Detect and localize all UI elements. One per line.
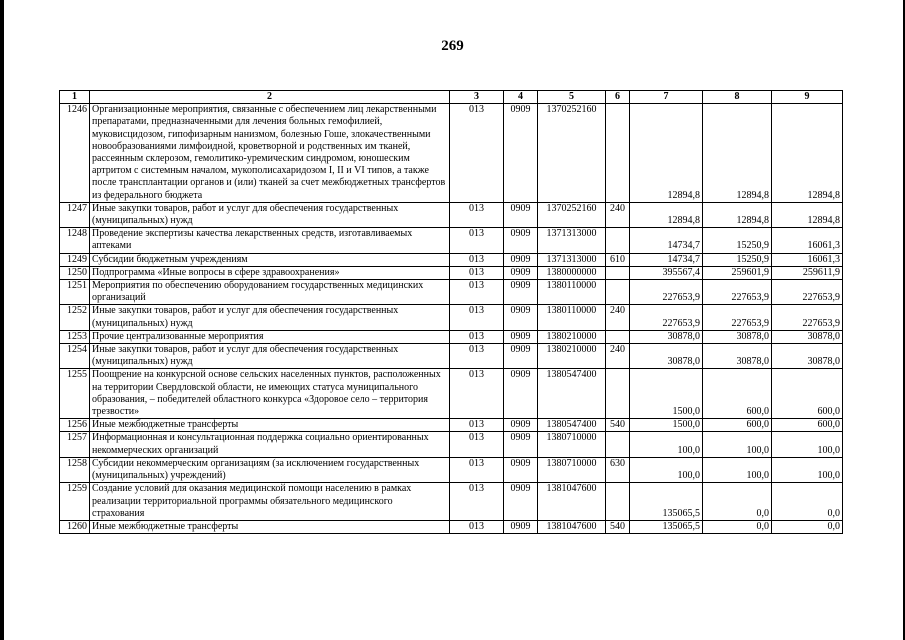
target-article-code: 1380710000 xyxy=(538,457,606,482)
table-row xyxy=(60,266,843,279)
amount-year-3: 16061,3 xyxy=(772,228,843,253)
table-row xyxy=(60,104,843,203)
amount-year-1: 100,0 xyxy=(630,432,703,457)
ministry-code: 013 xyxy=(450,253,504,266)
scan-border-left xyxy=(0,0,4,640)
ministry-code: 013 xyxy=(450,419,504,432)
target-article-code: 1380210000 xyxy=(538,330,606,343)
header-col-7: 7 xyxy=(630,91,703,104)
row-number: 1255 xyxy=(60,369,90,419)
amount-year-3: 0,0 xyxy=(772,520,843,533)
table-row xyxy=(60,520,843,533)
row-number: 1259 xyxy=(60,483,90,521)
table-row xyxy=(60,305,843,330)
ministry-code: 013 xyxy=(450,369,504,419)
amount-year-3: 259611,9 xyxy=(772,266,843,279)
amount-year-1: 227653,9 xyxy=(630,280,703,305)
amount-year-3: 100,0 xyxy=(772,457,843,482)
row-number: 1256 xyxy=(60,419,90,432)
row-number: 1248 xyxy=(60,228,90,253)
amount-year-2: 227653,9 xyxy=(703,280,772,305)
row-description: Поощрение на конкурсной основе сельских населенных пунктов, расположенных на территории Свердловской области, не имеющих статуса муниципального образования, – победителей областного конкурса «Здоровое село – территория трезвости» xyxy=(90,369,450,419)
header-col-5: 5 xyxy=(538,91,606,104)
row-description: Иные закупки товаров, работ и услуг для обеспечения государственных (муниципальных) нужд xyxy=(90,305,450,330)
section-code: 0909 xyxy=(504,483,538,521)
section-code: 0909 xyxy=(504,104,538,203)
header-col-2: 2 xyxy=(90,91,450,104)
section-code: 0909 xyxy=(504,280,538,305)
amount-year-2: 600,0 xyxy=(703,419,772,432)
section-code: 0909 xyxy=(504,266,538,279)
amount-year-2: 0,0 xyxy=(703,483,772,521)
ministry-code: 013 xyxy=(450,104,504,203)
target-article-code: 1380210000 xyxy=(538,344,606,369)
expense-type-code xyxy=(606,280,630,305)
target-article-code: 1381047600 xyxy=(538,483,606,521)
amount-year-2: 12894,8 xyxy=(703,104,772,203)
amount-year-1: 12894,8 xyxy=(630,202,703,227)
row-description: Субсидии некоммерческим организациям (за исключением государственных (муниципальных) учреждений) xyxy=(90,457,450,482)
amount-year-1: 135065,5 xyxy=(630,520,703,533)
row-description: Подпрограмма «Иные вопросы в сфере здравоохранения» xyxy=(90,266,450,279)
table-body xyxy=(60,104,843,534)
ministry-code: 013 xyxy=(450,483,504,521)
target-article-code: 1381047600 xyxy=(538,520,606,533)
row-number: 1258 xyxy=(60,457,90,482)
row-description: Иные закупки товаров, работ и услуг для обеспечения государственных (муниципальных) нужд xyxy=(90,344,450,369)
expense-type-code xyxy=(606,483,630,521)
section-code: 0909 xyxy=(504,253,538,266)
section-code: 0909 xyxy=(504,419,538,432)
ministry-code: 013 xyxy=(450,344,504,369)
ministry-code: 013 xyxy=(450,280,504,305)
header-col-3: 3 xyxy=(450,91,504,104)
amount-year-2: 100,0 xyxy=(703,457,772,482)
amount-year-2: 15250,9 xyxy=(703,253,772,266)
row-description: Создание условий для оказания медицинской помощи населению в рамках реализации территориальной программы обязательного медицинского страхования xyxy=(90,483,450,521)
section-code: 0909 xyxy=(504,369,538,419)
expense-type-code: 240 xyxy=(606,305,630,330)
row-description: Иные межбюджетные трансферты xyxy=(90,520,450,533)
amount-year-3: 100,0 xyxy=(772,432,843,457)
amount-year-1: 100,0 xyxy=(630,457,703,482)
expense-type-code: 540 xyxy=(606,520,630,533)
ministry-code: 013 xyxy=(450,228,504,253)
expense-type-code: 240 xyxy=(606,202,630,227)
expense-type-code xyxy=(606,104,630,203)
table-row xyxy=(60,330,843,343)
ministry-code: 013 xyxy=(450,520,504,533)
amount-year-1: 30878,0 xyxy=(630,330,703,343)
target-article-code: 1380000000 xyxy=(538,266,606,279)
expense-type-code: 540 xyxy=(606,419,630,432)
expense-type-code xyxy=(606,432,630,457)
target-article-code: 1380547400 xyxy=(538,369,606,419)
header-col-9: 9 xyxy=(772,91,843,104)
section-code: 0909 xyxy=(504,228,538,253)
section-code: 0909 xyxy=(504,344,538,369)
target-article-code: 1370252160 xyxy=(538,104,606,203)
target-article-code: 1380547400 xyxy=(538,419,606,432)
row-number: 1257 xyxy=(60,432,90,457)
amount-year-1: 14734,7 xyxy=(630,253,703,266)
amount-year-1: 1500,0 xyxy=(630,369,703,419)
amount-year-1: 135065,5 xyxy=(630,483,703,521)
amount-year-2: 259601,9 xyxy=(703,266,772,279)
row-number: 1250 xyxy=(60,266,90,279)
ministry-code: 013 xyxy=(450,266,504,279)
row-number: 1254 xyxy=(60,344,90,369)
amount-year-2: 12894,8 xyxy=(703,202,772,227)
ministry-code: 013 xyxy=(450,305,504,330)
header-row xyxy=(60,91,843,104)
amount-year-1: 30878,0 xyxy=(630,344,703,369)
amount-year-1: 1500,0 xyxy=(630,419,703,432)
table-row xyxy=(60,202,843,227)
expense-type-code xyxy=(606,369,630,419)
header-col-4: 4 xyxy=(504,91,538,104)
section-code: 0909 xyxy=(504,520,538,533)
table-row xyxy=(60,344,843,369)
expense-type-code: 630 xyxy=(606,457,630,482)
ministry-code: 013 xyxy=(450,202,504,227)
amount-year-3: 12894,8 xyxy=(772,202,843,227)
row-number: 1253 xyxy=(60,330,90,343)
amount-year-2: 15250,9 xyxy=(703,228,772,253)
amount-year-3: 600,0 xyxy=(772,369,843,419)
target-article-code: 1380710000 xyxy=(538,432,606,457)
amount-year-3: 30878,0 xyxy=(772,344,843,369)
target-article-code: 1380110000 xyxy=(538,280,606,305)
row-description: Проведение экспертизы качества лекарственных средств, изготавливаемых аптеками xyxy=(90,228,450,253)
amount-year-2: 30878,0 xyxy=(703,344,772,369)
row-number: 1246 xyxy=(60,104,90,203)
table-row xyxy=(60,483,843,521)
table-row xyxy=(60,457,843,482)
expense-type-code: 610 xyxy=(606,253,630,266)
section-code: 0909 xyxy=(504,202,538,227)
target-article-code: 1371313000 xyxy=(538,253,606,266)
amount-year-2: 600,0 xyxy=(703,369,772,419)
row-description: Информационная и консультационная поддержка социально ориентированных некоммерческих организаций xyxy=(90,432,450,457)
row-description: Прочие централизованные мероприятия xyxy=(90,330,450,343)
table-row xyxy=(60,369,843,419)
amount-year-3: 12894,8 xyxy=(772,104,843,203)
section-code: 0909 xyxy=(504,330,538,343)
expense-type-code xyxy=(606,330,630,343)
amount-year-1: 14734,7 xyxy=(630,228,703,253)
section-code: 0909 xyxy=(504,432,538,457)
expense-type-code xyxy=(606,266,630,279)
section-code: 0909 xyxy=(504,457,538,482)
table-row xyxy=(60,432,843,457)
ministry-code: 013 xyxy=(450,457,504,482)
row-number: 1247 xyxy=(60,202,90,227)
section-code: 0909 xyxy=(504,305,538,330)
amount-year-3: 30878,0 xyxy=(772,330,843,343)
amount-year-3: 227653,9 xyxy=(772,280,843,305)
amount-year-1: 395567,4 xyxy=(630,266,703,279)
header-col-6: 6 xyxy=(606,91,630,104)
expense-type-code xyxy=(606,228,630,253)
row-description: Иные закупки товаров, работ и услуг для обеспечения государственных (муниципальных) нужд xyxy=(90,202,450,227)
row-number: 1251 xyxy=(60,280,90,305)
target-article-code: 1371313000 xyxy=(538,228,606,253)
table-row xyxy=(60,419,843,432)
amount-year-1: 227653,9 xyxy=(630,305,703,330)
row-number: 1260 xyxy=(60,520,90,533)
page-number: 269 xyxy=(441,38,464,54)
row-description: Организационные мероприятия, связанные с обеспечением лиц лекарственными препаратами, предназначенными для лечения больных гемофилией, муковисцидозом, гипофизарным нанизмом, болезнью Гоше, злокачественными новообразованиями лимфоидной, кроветворной и родственных им тканей, рассеянным склерозом, гемолитико-уремическим синдромом, юношеским артритом с системным началом, мукополисахаридозом I, II и VI типов, а также после трансплантации органов и (или) тканей за счет межбюджетных трансфертов из федерального бюджета xyxy=(90,104,450,203)
budget-table xyxy=(59,90,843,534)
target-article-code: 1380110000 xyxy=(538,305,606,330)
target-article-code: 1370252160 xyxy=(538,202,606,227)
row-number: 1249 xyxy=(60,253,90,266)
row-description: Субсидии бюджетным учреждениям xyxy=(90,253,450,266)
amount-year-3: 227653,9 xyxy=(772,305,843,330)
amount-year-3: 16061,3 xyxy=(772,253,843,266)
ministry-code: 013 xyxy=(450,432,504,457)
table-row xyxy=(60,280,843,305)
amount-year-2: 227653,9 xyxy=(703,305,772,330)
amount-year-3: 600,0 xyxy=(772,419,843,432)
row-number: 1252 xyxy=(60,305,90,330)
table-row xyxy=(60,253,843,266)
table-row xyxy=(60,228,843,253)
amount-year-2: 0,0 xyxy=(703,520,772,533)
header-col-8: 8 xyxy=(703,91,772,104)
header-col-1: 1 xyxy=(60,91,90,104)
row-description: Иные межбюджетные трансферты xyxy=(90,419,450,432)
ministry-code: 013 xyxy=(450,330,504,343)
expense-type-code: 240 xyxy=(606,344,630,369)
amount-year-3: 0,0 xyxy=(772,483,843,521)
amount-year-1: 12894,8 xyxy=(630,104,703,203)
amount-year-2: 100,0 xyxy=(703,432,772,457)
amount-year-2: 30878,0 xyxy=(703,330,772,343)
row-description: Мероприятия по обеспечению оборудованием государственных медицинских организаций xyxy=(90,280,450,305)
